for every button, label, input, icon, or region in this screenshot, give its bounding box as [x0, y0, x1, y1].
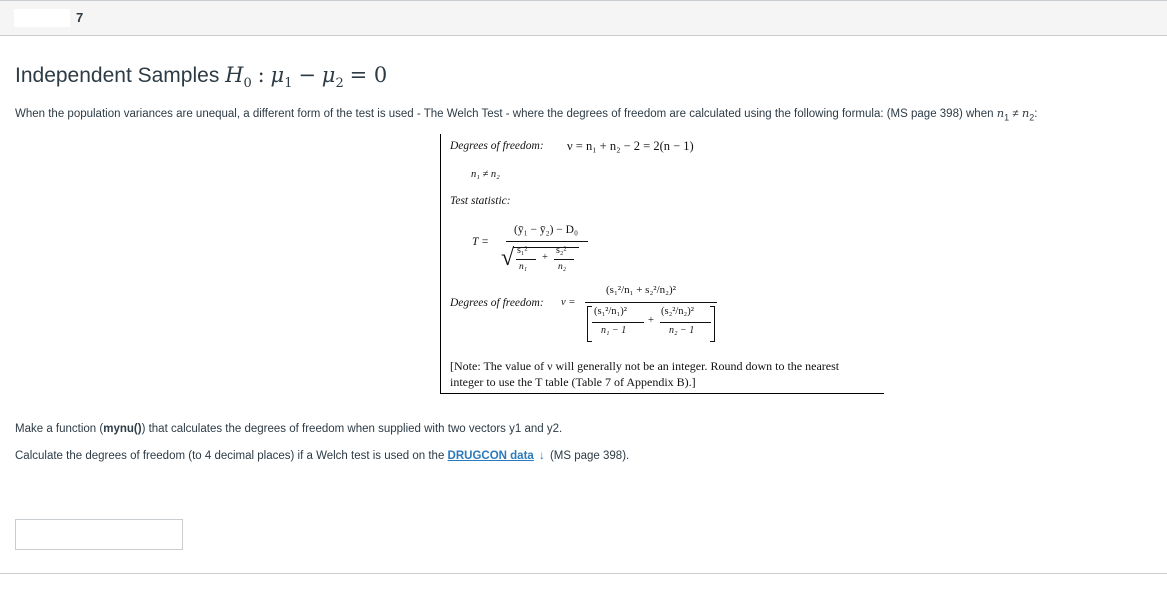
t-frac2-line [554, 259, 574, 260]
title-colon: : [257, 63, 265, 87]
question-title [15, 63, 387, 91]
welch-plus: + [648, 315, 654, 326]
intro-s1: 1 [1004, 112, 1010, 123]
title-mu1: μ [270, 63, 285, 87]
df-equation: ν = n₁ + n₂ − 2 = 2(n − 1) [567, 139, 694, 153]
p1-pre: Make a function ( [15, 423, 104, 435]
welch-a-line [592, 322, 644, 323]
answer-input[interactable] [15, 519, 183, 550]
t-fraction-line [506, 241, 588, 242]
formula-box [440, 134, 884, 394]
intro-s2: 2 [1029, 112, 1035, 123]
intro-text [15, 106, 1037, 122]
title-text: Independent Samples [15, 64, 220, 87]
t-frac1-line [516, 259, 536, 260]
t-s2sq: s₂² [556, 245, 567, 256]
title-sub1: 1 [284, 76, 293, 92]
title-sub2: 2 [335, 76, 344, 92]
sqrt-sign: √ [501, 245, 515, 271]
t-s1sq: s₁² [517, 245, 528, 256]
question-badge [14, 9, 70, 27]
p2-post: (MS page 398). [546, 450, 630, 462]
title-mu2: μ [321, 63, 336, 87]
note-line-1: [Note: The value of ν will generally not be an integer. Round down to the nearest [450, 359, 840, 373]
n-neq-condition: n₁ ≠ n₂ [471, 169, 500, 180]
t-n1: n₁ [519, 262, 528, 272]
intro-body: When the population variances are unequal, a different form of the test is used - The Welch Test - where the degrees of freedom are calculated using the following formula: (MS page 398) when [15, 108, 994, 120]
note-line-2: integer to use the T table (Table 7 of Appendix B).] [450, 375, 696, 389]
title-h: H [225, 63, 244, 87]
df-label: Degrees of freedom: [450, 140, 544, 152]
question-header [0, 0, 1167, 36]
p1-function-name: mynu() [103, 423, 142, 435]
title-h-sub: 0 [243, 76, 252, 92]
intro-n2: n [1021, 106, 1030, 120]
t-plus: + [542, 252, 548, 263]
instruction-function [15, 423, 562, 435]
test-statistic-label: Test statistic: [450, 195, 511, 207]
welch-term-a: (s₁²/n₁)² [594, 306, 627, 317]
welch-b-den: n₂ − 1 [669, 325, 695, 336]
welch-numerator: (s₁²/n₁ + s₂²/n₂)² [606, 284, 676, 296]
p1-post: ) that calculates the degrees of freedom when supplied with two vectors y1 and y2. [141, 423, 563, 435]
nu-eq: ν = [561, 297, 576, 308]
intro-colon: : [1034, 108, 1038, 120]
instruction-calculate [15, 450, 629, 462]
intro-n1: n [996, 106, 1005, 120]
download-icon[interactable]: ↓ [539, 450, 545, 462]
title-eq: = 0 [349, 63, 388, 87]
t-lhs: T = [472, 236, 489, 248]
p2-pre: Calculate the degrees of freedom (to 4 decimal places) if a Welch test is used on the [15, 450, 448, 462]
intro-neq: ≠ [1012, 108, 1019, 120]
welch-b-line [660, 322, 711, 323]
drugcon-data-link[interactable]: DRUGCON data [447, 450, 534, 462]
welch-term-b: (s₂²/n₂)² [661, 306, 694, 317]
question-number: 7 [76, 10, 84, 25]
t-numerator: (ȳ₁ − ȳ₂) − D₀ [514, 224, 578, 236]
df2-label: Degrees of freedom: [450, 297, 544, 309]
welch-fraction-line [585, 302, 717, 303]
welch-a-den: n₁ − 1 [601, 325, 627, 336]
t-n2: n₂ [558, 262, 567, 272]
title-minus: − [298, 63, 316, 87]
bottom-divider [0, 573, 1167, 574]
